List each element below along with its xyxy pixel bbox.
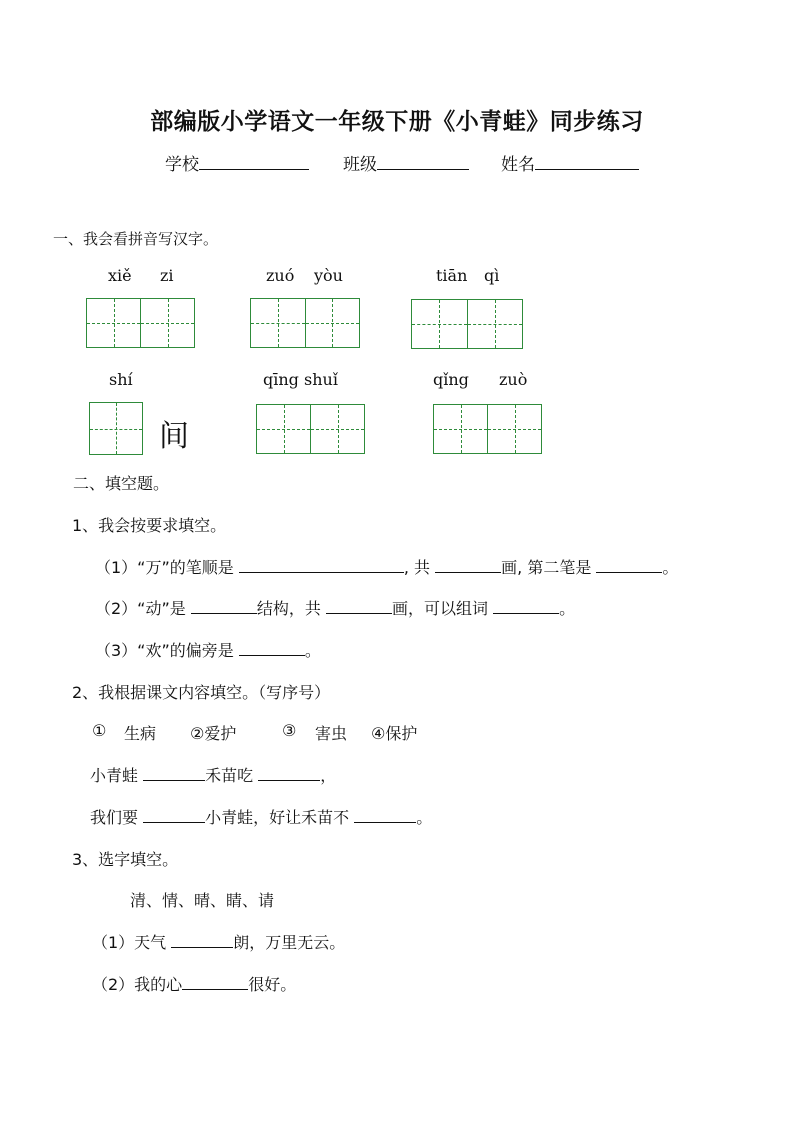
answer-blank[interactable]	[354, 805, 416, 823]
q2-line2	[90, 805, 432, 828]
q1-line1	[95, 555, 678, 578]
grid-cell[interactable]	[434, 405, 487, 453]
answer-blank[interactable]	[191, 596, 257, 614]
writing-grid-1[interactable]	[86, 298, 195, 348]
option-4: ④保护	[371, 724, 418, 743]
class-field	[343, 150, 469, 175]
answer-blank[interactable]	[596, 555, 662, 573]
q3-line1	[92, 930, 345, 953]
grid-cell[interactable]	[140, 299, 194, 347]
pinyin-4a: shí	[109, 370, 133, 389]
q2-line1	[90, 763, 336, 786]
school-label: 学校	[165, 155, 199, 175]
pinyin-1a: xiě	[108, 266, 132, 285]
grid-cell[interactable]	[90, 403, 142, 454]
q1-line2-text-b: 结构，共	[256, 599, 321, 618]
q3-line1-text-a: （1）天气	[92, 933, 167, 952]
q1-line1-text-d: 。	[662, 558, 679, 577]
grid-cell[interactable]	[251, 299, 305, 347]
pinyin-2b: yòu	[314, 266, 343, 285]
q2-line2-text-a: 我们要	[90, 808, 139, 827]
grid-cell[interactable]	[412, 300, 467, 348]
q1-line3-text-a: （3）“欢”的偏旁是	[95, 641, 234, 660]
writing-grid-4[interactable]	[89, 402, 143, 455]
pinyin-6a: qǐng	[433, 370, 469, 389]
writing-grid-3[interactable]	[411, 299, 523, 349]
pinyin-5a: qīng shuǐ	[263, 370, 338, 389]
q2-line1-text-b: 禾苗吃	[205, 766, 254, 785]
writing-grid-2[interactable]	[250, 298, 360, 348]
school-field	[165, 150, 309, 175]
name-field	[501, 150, 639, 175]
q1-line3	[95, 638, 321, 661]
q3-heading: 3、选字填空。	[72, 850, 179, 869]
option-3-number: ③	[282, 721, 297, 740]
grid-cell[interactable]	[310, 405, 364, 453]
q3-character-choices: 清、情、晴、睛、请	[130, 891, 275, 910]
answer-blank[interactable]	[239, 638, 305, 656]
q3-line2-text-b: 很好。	[248, 975, 297, 994]
q2-line2-text-c: 。	[416, 808, 433, 827]
answer-blank[interactable]	[326, 596, 392, 614]
pinyin-6b: zuò	[499, 370, 528, 389]
q1-line2-text-a: （2）“动”是	[95, 599, 186, 618]
q1-line1-text-a: （1）“万”的笔顺是	[95, 558, 234, 577]
q3-line1-text-b: 朗，万里无云。	[233, 933, 346, 952]
writing-grid-5[interactable]	[256, 404, 365, 454]
given-character: 间	[159, 419, 189, 454]
q1-line2	[95, 596, 575, 619]
section1-heading: 一、我会看拼音写汉字。	[53, 230, 219, 248]
q1-line1-text-b: , 共	[403, 558, 431, 577]
q3-line2-text-a: （2）我的心	[92, 975, 183, 994]
q1-line1-text-c: 画, 第二笔是	[501, 558, 592, 577]
grid-cell[interactable]	[305, 299, 360, 347]
q2-line1-text-c: ，	[320, 766, 337, 785]
pinyin-1b: zi	[160, 266, 174, 285]
name-label: 姓名	[501, 155, 535, 175]
answer-blank[interactable]	[258, 763, 320, 781]
class-label: 班级	[343, 155, 377, 175]
pinyin-2a: zuó	[266, 266, 295, 285]
grid-cell[interactable]	[467, 300, 523, 348]
answer-blank[interactable]	[182, 972, 248, 990]
q3-line2	[92, 972, 296, 995]
pinyin-3b: qì	[484, 266, 500, 285]
option-1-number: ①	[92, 721, 107, 740]
q1-line2-text-d: 。	[559, 599, 576, 618]
answer-blank[interactable]	[435, 555, 501, 573]
answer-blank[interactable]	[143, 805, 205, 823]
writing-grid-6[interactable]	[433, 404, 542, 454]
answer-blank[interactable]	[171, 930, 233, 948]
q1-line2-text-c: 画，可以组词	[391, 599, 488, 618]
class-blank[interactable]	[377, 151, 469, 170]
grid-cell[interactable]	[487, 405, 541, 453]
answer-blank[interactable]	[239, 555, 404, 573]
q1-heading: 1、我会按要求填空。	[72, 516, 227, 535]
q1-line3-text-b: 。	[304, 641, 321, 660]
q2-line2-text-b: 小青蛙，好让禾苗不	[205, 808, 350, 827]
pinyin-3a: tiān	[436, 266, 468, 285]
school-blank[interactable]	[199, 151, 309, 170]
name-blank[interactable]	[535, 151, 639, 170]
grid-cell[interactable]	[87, 299, 140, 347]
grid-cell[interactable]	[257, 405, 310, 453]
answer-blank[interactable]	[143, 763, 205, 781]
q2-heading: 2、我根据课文内容填空。（写序号）	[72, 683, 331, 702]
page-title: 部编版小学语文一年级下册《小青蛙》同步练习	[150, 109, 644, 135]
section2-heading: 二、填空题。	[73, 474, 170, 493]
q2-line1-text-a: 小青蛙	[90, 766, 139, 785]
option-3-text: 害虫	[315, 724, 348, 743]
answer-blank[interactable]	[493, 596, 559, 614]
option-1-text: 生病	[124, 724, 157, 743]
option-2: ②爱护	[190, 724, 237, 743]
